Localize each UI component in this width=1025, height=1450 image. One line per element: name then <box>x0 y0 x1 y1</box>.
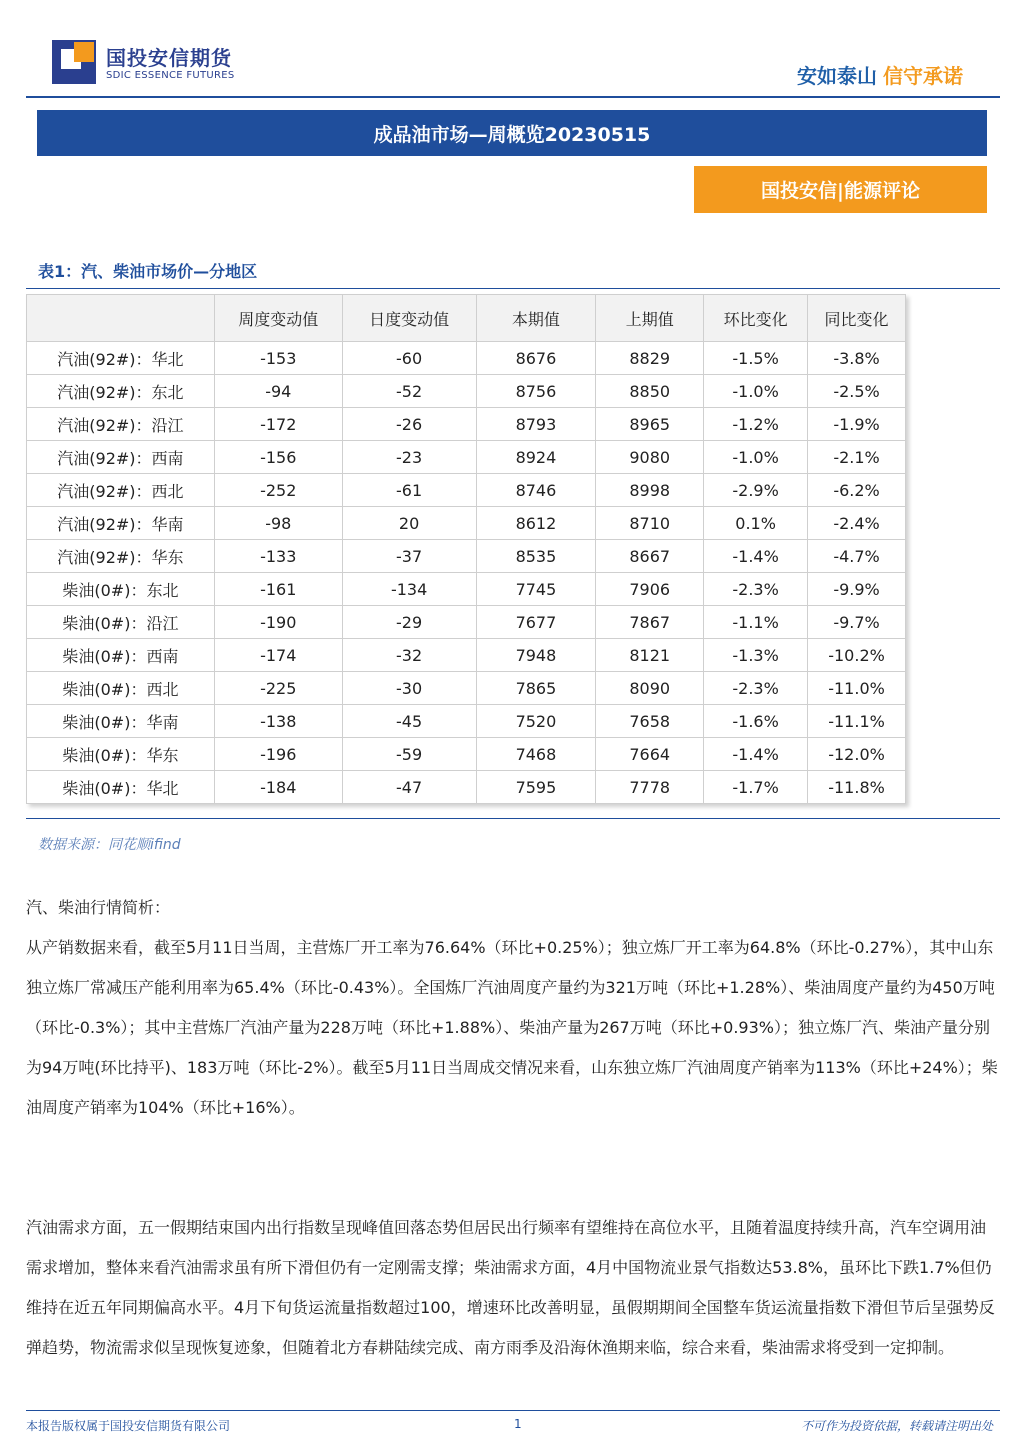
value-cell: -98 <box>214 507 342 540</box>
value-cell: 8965 <box>596 408 704 441</box>
row-label-cell: 柴油(0#)：西南 <box>27 639 215 672</box>
value-cell: -9.9% <box>808 573 906 606</box>
table-row <box>27 342 906 375</box>
row-label-cell: 汽油(92#)：东北 <box>27 375 215 408</box>
value-cell: -2.4% <box>808 507 906 540</box>
logo-english-name: SDIC ESSENCE FUTURES <box>106 70 235 81</box>
table-row <box>27 408 906 441</box>
table-row <box>27 672 906 705</box>
value-cell: 7595 <box>476 771 596 804</box>
value-cell: 8793 <box>476 408 596 441</box>
footer-divider <box>26 1410 1000 1411</box>
value-cell: -94 <box>214 375 342 408</box>
value-cell: 8676 <box>476 342 596 375</box>
value-cell: -1.7% <box>704 771 808 804</box>
value-cell: 8850 <box>596 375 704 408</box>
value-cell: 8998 <box>596 474 704 507</box>
footer-copyright: 本报告版权属于国投安信期货有限公司 <box>26 1419 231 1433</box>
row-label-cell: 汽油(92#)：沿江 <box>27 408 215 441</box>
value-cell: -10.2% <box>808 639 906 672</box>
value-cell: -2.5% <box>808 375 906 408</box>
value-cell: -2.9% <box>704 474 808 507</box>
table-row <box>27 573 906 606</box>
value-cell: -29 <box>342 606 476 639</box>
value-cell: 7658 <box>596 705 704 738</box>
analysis-paragraph: 汽油需求方面，五一假期结束国内出行指数呈现峰值回落态势但居民出行频率有望维持在高位水平，且随着温度持续升高，汽车空调用油需求增加，整体来看汽油需求虽有所下滑但仍有一定刚需支撑；柴油需求方面，4月中国物流业景气指数达53.8%，虽环比下跌1.7%但仍维持在近五年同期偏高水平。4月下旬货运流量指数超过100，增速环比改善明显，虽假期期间全国整车货运流量指数下滑但节后呈强势反弹趋势，物流需求似呈现恢复迹象，但随着北方春耕陆续完成、南方雨季及沿海休渔期来临，综合来看，柴油需求将受到一定抑制。 <box>26 1218 995 1357</box>
value-cell: -1.9% <box>808 408 906 441</box>
report-title: 成品油市场—周概览20230515 <box>37 110 987 156</box>
value-cell: -61 <box>342 474 476 507</box>
value-cell: -190 <box>214 606 342 639</box>
value-cell: 8924 <box>476 441 596 474</box>
value-cell: 8090 <box>596 672 704 705</box>
table-row <box>27 441 906 474</box>
value-cell: -47 <box>342 771 476 804</box>
value-cell: -26 <box>342 408 476 441</box>
value-cell: -172 <box>214 408 342 441</box>
value-cell: 7778 <box>596 771 704 804</box>
row-label-cell: 柴油(0#)：东北 <box>27 573 215 606</box>
value-cell: -156 <box>214 441 342 474</box>
analysis-paragraph: 从产销数据来看，截至5月11日当周，主营炼厂开工率为76.64%（环比+0.25%）；独立炼厂开工率为64.8%（环比-0.27%），其中山东独立炼厂常减压产能利用率为65.4%（环比-0.43%）。全国炼厂汽油周度产量约为321万吨（环比+1.28%）、柴油周度产量约为450万吨（环比-0.3%）；其中主营炼厂汽油产量为228万吨（环比+1.88%）、柴油产量为267万吨（环比+0.93%）；独立炼厂汽、柴油产量分别为94万吨(环比持平)、183万吨（环比-2%）。截至5月11日当周成交情况来看，山东独立炼厂汽油周度产销率为113%（环比+24%）；柴油周度产销率为104%（环比+16%）。 <box>26 938 998 1117</box>
value-cell: -1.4% <box>704 540 808 573</box>
row-label-cell: 汽油(92#)：华东 <box>27 540 215 573</box>
value-cell: -1.1% <box>704 606 808 639</box>
caption-divider <box>26 288 1000 289</box>
value-cell: -153 <box>214 342 342 375</box>
value-cell: 8612 <box>476 507 596 540</box>
value-cell: -11.1% <box>808 705 906 738</box>
value-cell: 7520 <box>476 705 596 738</box>
data-source: 数据来源：同花顺ifind <box>38 837 181 853</box>
row-label-cell: 汽油(92#)：华北 <box>27 342 215 375</box>
value-cell: 8756 <box>476 375 596 408</box>
value-cell: -2.1% <box>808 441 906 474</box>
value-cell: -60 <box>342 342 476 375</box>
table-body <box>27 342 906 804</box>
header-divider <box>26 96 1000 98</box>
table-row <box>27 540 906 573</box>
value-cell: -30 <box>342 672 476 705</box>
company-logo <box>52 40 252 90</box>
value-cell: -1.2% <box>704 408 808 441</box>
value-cell: -1.5% <box>704 342 808 375</box>
value-cell: -1.0% <box>704 441 808 474</box>
value-cell: -37 <box>342 540 476 573</box>
table-row <box>27 705 906 738</box>
table-row <box>27 639 906 672</box>
value-cell: -12.0% <box>808 738 906 771</box>
value-cell: -2.3% <box>704 672 808 705</box>
header-cell: 环比变化 <box>704 295 808 342</box>
value-cell: 7468 <box>476 738 596 771</box>
header-cell: 上期值 <box>596 295 704 342</box>
value-cell: 9080 <box>596 441 704 474</box>
value-cell: 7745 <box>476 573 596 606</box>
value-cell: -59 <box>342 738 476 771</box>
slogan-part1: 安如泰山 <box>797 64 877 88</box>
header-cell <box>27 295 215 342</box>
value-cell: 8746 <box>476 474 596 507</box>
value-cell: -6.2% <box>808 474 906 507</box>
table-row <box>27 375 906 408</box>
value-cell: -174 <box>214 639 342 672</box>
header-cell: 周度变动值 <box>214 295 342 342</box>
value-cell: -138 <box>214 705 342 738</box>
value-cell: -23 <box>342 441 476 474</box>
value-cell: -4.7% <box>808 540 906 573</box>
value-cell: -1.0% <box>704 375 808 408</box>
value-cell: -45 <box>342 705 476 738</box>
logo-chinese-name: 国投安信期货 <box>106 46 232 70</box>
value-cell: 7948 <box>476 639 596 672</box>
header-cell: 本期值 <box>476 295 596 342</box>
value-cell: -1.6% <box>704 705 808 738</box>
row-label-cell: 柴油(0#)：华北 <box>27 771 215 804</box>
value-cell: 8829 <box>596 342 704 375</box>
row-label-cell: 柴油(0#)：华南 <box>27 705 215 738</box>
value-cell: -3.8% <box>808 342 906 375</box>
value-cell: -11.0% <box>808 672 906 705</box>
table-row <box>27 771 906 804</box>
value-cell: 7664 <box>596 738 704 771</box>
value-cell: -1.3% <box>704 639 808 672</box>
table-caption: 表1：汽、柴油市场价—分地区 <box>38 262 258 281</box>
page-number: 1 <box>514 1417 522 1431</box>
table-row <box>27 474 906 507</box>
row-label-cell: 柴油(0#)：华东 <box>27 738 215 771</box>
value-cell: 7865 <box>476 672 596 705</box>
table-row <box>27 738 906 771</box>
value-cell: -32 <box>342 639 476 672</box>
value-cell: 7906 <box>596 573 704 606</box>
value-cell: 8710 <box>596 507 704 540</box>
value-cell: 0.1% <box>704 507 808 540</box>
table-header-row <box>27 295 906 342</box>
value-cell: -196 <box>214 738 342 771</box>
value-cell: 7867 <box>596 606 704 639</box>
price-table <box>26 294 906 804</box>
value-cell: -52 <box>342 375 476 408</box>
value-cell: -2.3% <box>704 573 808 606</box>
row-label-cell: 汽油(92#)：西南 <box>27 441 215 474</box>
value-cell: -161 <box>214 573 342 606</box>
value-cell: -134 <box>342 573 476 606</box>
analysis-heading: 汽、柴油行情简析： <box>26 898 171 917</box>
slogan-part2: 信守承诺 <box>883 64 963 88</box>
row-label-cell: 汽油(92#)：华南 <box>27 507 215 540</box>
row-label-cell: 柴油(0#)：沿江 <box>27 606 215 639</box>
value-cell: -252 <box>214 474 342 507</box>
value-cell: 7677 <box>476 606 596 639</box>
row-label-cell: 汽油(92#)：西北 <box>27 474 215 507</box>
table-row <box>27 606 906 639</box>
value-cell: -11.8% <box>808 771 906 804</box>
value-cell: -9.7% <box>808 606 906 639</box>
value-cell: 8535 <box>476 540 596 573</box>
value-cell: 8121 <box>596 639 704 672</box>
header-cell: 同比变化 <box>808 295 906 342</box>
value-cell: -225 <box>214 672 342 705</box>
value-cell: 20 <box>342 507 476 540</box>
footer-disclaimer: 不可作为投资依据，转载请注明出处 <box>800 1419 993 1433</box>
source-divider <box>26 818 1000 819</box>
table-row <box>27 507 906 540</box>
logo-square-icon <box>52 40 96 84</box>
value-cell: 8667 <box>596 540 704 573</box>
slogan <box>797 60 963 89</box>
section-badge: 国投安信|能源评论 <box>694 166 987 213</box>
value-cell: -133 <box>214 540 342 573</box>
header-cell: 日度变动值 <box>342 295 476 342</box>
value-cell: -184 <box>214 771 342 804</box>
row-label-cell: 柴油(0#)：西北 <box>27 672 215 705</box>
value-cell: -1.4% <box>704 738 808 771</box>
